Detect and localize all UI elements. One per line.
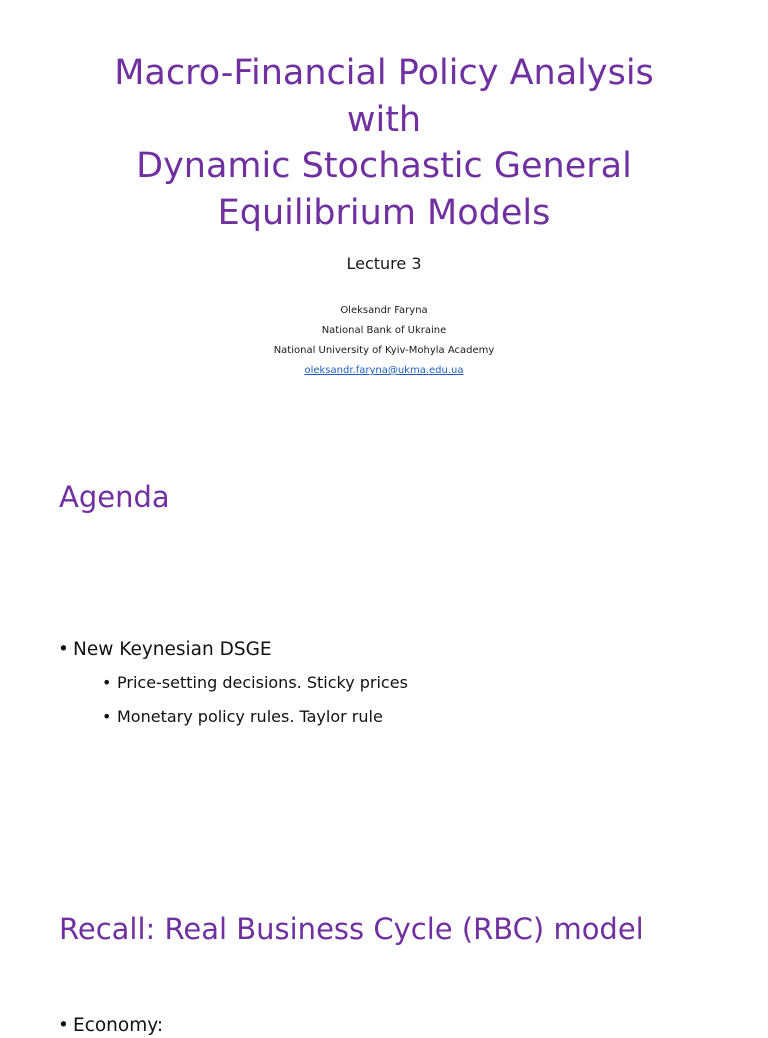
agenda-list (58, 638, 408, 740)
sub-list-item: • Price-setting decisions. Sticky prices (102, 672, 408, 694)
email-link[interactable]: oleksandr.faryna@ukma.edu.ua (304, 365, 464, 376)
author-block (0, 301, 768, 381)
recall-slide (0, 868, 768, 1036)
recall-list (58, 1014, 163, 1038)
recall-heading: Recall: Real Business Cycle (RBC) model (59, 912, 644, 946)
title-line: Dynamic Stochastic General (136, 146, 632, 186)
sub-list-item: • Monetary policy rules. Taylor rule (102, 706, 408, 728)
author-name: Oleksandr Faryna (340, 305, 428, 316)
title-line: with (346, 99, 422, 140)
presentation-title (0, 50, 768, 236)
affiliation-ukma: National University of Kyiv-Mohyla Academy (273, 345, 495, 356)
affiliation-nbu: National Bank of Ukraine (321, 325, 447, 336)
sub-list (102, 672, 408, 728)
agenda-slide (0, 434, 768, 868)
list-item (58, 638, 408, 728)
title-slide (0, 0, 768, 434)
email-row (0, 361, 768, 381)
title-line: Equilibrium Models (217, 192, 551, 233)
list-item: • Economy: (58, 1014, 163, 1038)
title-line: Macro-Financial Policy Analysis (114, 53, 654, 93)
bullet-text: New Keynesian DSGE (73, 639, 272, 660)
agenda-heading: Agenda (59, 480, 170, 514)
lecture-number: Lecture 3 (346, 254, 422, 273)
